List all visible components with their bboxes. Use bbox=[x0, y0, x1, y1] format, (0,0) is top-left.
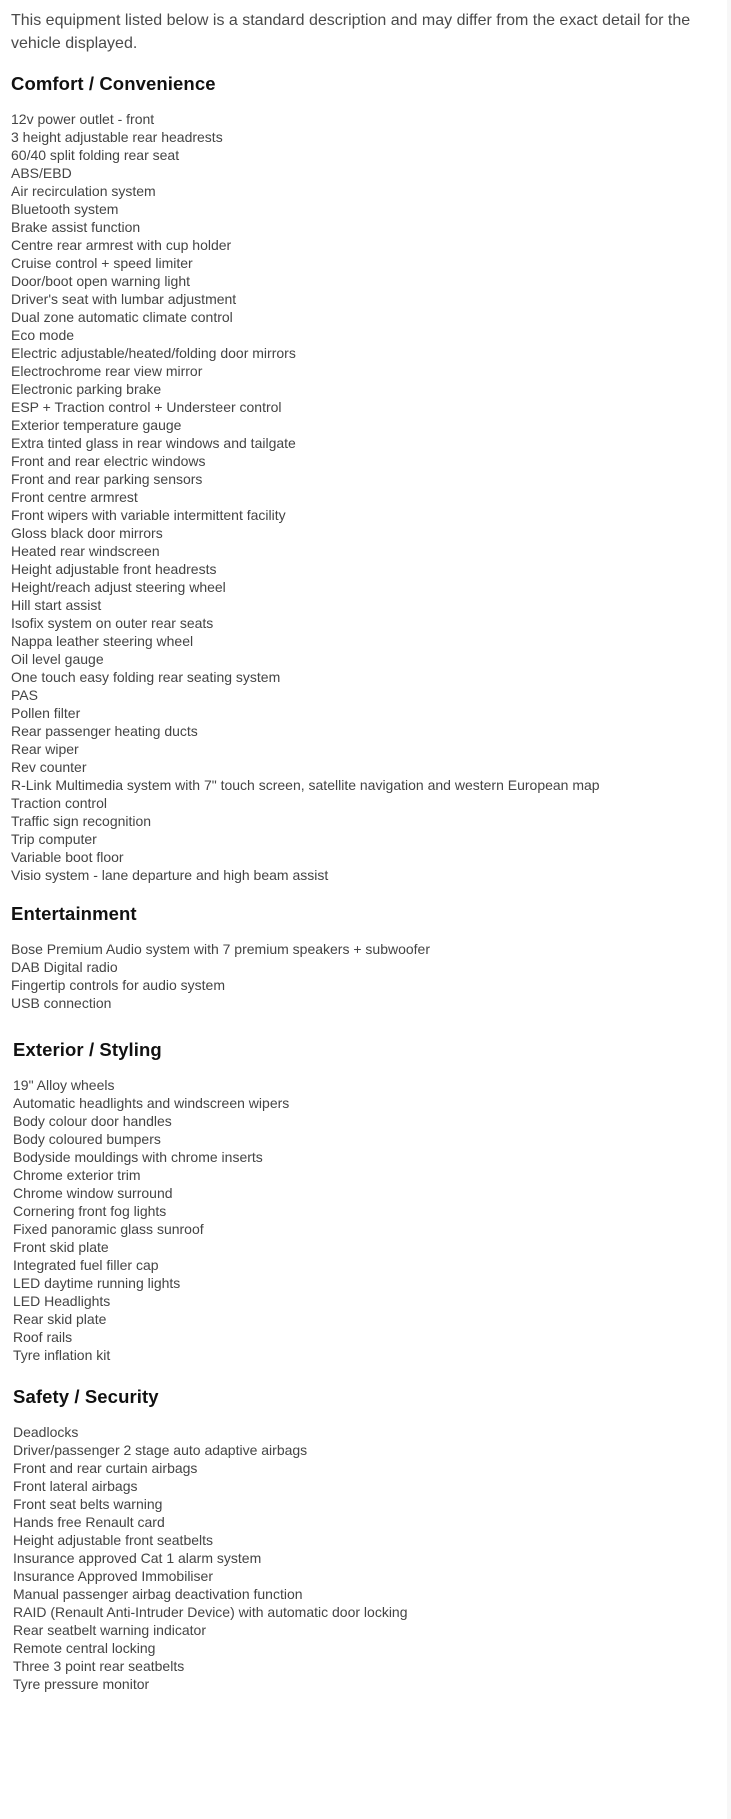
list-item: Pollen filter bbox=[11, 705, 81, 721]
section-comfort-convenience bbox=[11, 72, 711, 884]
section-heading: Safety / Security bbox=[13, 1386, 159, 1407]
list-item: Eco mode bbox=[11, 327, 75, 343]
list-item: Height adjustable front seatbelts bbox=[13, 1532, 214, 1548]
list-item: 60/40 split folding rear seat bbox=[11, 147, 180, 163]
list-item: Trip computer bbox=[11, 831, 97, 847]
section-heading: Exterior / Styling bbox=[13, 1039, 162, 1060]
list-item: Electric adjustable/heated/folding door mirrors bbox=[11, 345, 296, 361]
list-item: ABS/EBD bbox=[11, 165, 72, 181]
list-item: Bluetooth system bbox=[11, 201, 119, 217]
list-item: Front centre armrest bbox=[11, 489, 138, 505]
list-item: Air recirculation system bbox=[11, 183, 156, 199]
equipment-list bbox=[11, 110, 711, 884]
equipment-list bbox=[13, 1423, 713, 1693]
list-item: Electrochrome rear view mirror bbox=[11, 363, 203, 379]
list-item: Roof rails bbox=[13, 1329, 73, 1345]
list-item: Front lateral airbags bbox=[13, 1478, 138, 1494]
list-item: Exterior temperature gauge bbox=[11, 417, 182, 433]
list-item: USB connection bbox=[11, 995, 112, 1011]
list-item: Fingertip controls for audio system bbox=[11, 977, 225, 993]
list-item: Fixed panoramic glass sunroof bbox=[13, 1221, 204, 1237]
list-item: Hill start assist bbox=[11, 597, 102, 613]
list-item: Front seat belts warning bbox=[13, 1496, 163, 1512]
list-item: Electronic parking brake bbox=[11, 381, 162, 397]
section-entertainment bbox=[11, 902, 711, 1012]
list-item: Manual passenger airbag deactivation function bbox=[13, 1586, 303, 1602]
section-heading: Entertainment bbox=[11, 903, 137, 924]
list-item: Height/reach adjust steering wheel bbox=[11, 579, 226, 595]
list-item: Front and rear curtain airbags bbox=[13, 1460, 198, 1476]
disclaimer-text: This equipment listed below is a standard description and may differ from the exact detail for the vehicle displayed. bbox=[11, 12, 691, 52]
list-item: ESP + Traction control + Understeer control bbox=[11, 399, 282, 415]
list-item: Bodyside mouldings with chrome inserts bbox=[13, 1149, 263, 1165]
list-item: Rear passenger heating ducts bbox=[11, 723, 198, 739]
list-item: Bose Premium Audio system with 7 premium speakers + subwoofer bbox=[11, 941, 431, 957]
list-item: Tyre pressure monitor bbox=[13, 1676, 150, 1692]
list-item: Rear seatbelt warning indicator bbox=[13, 1622, 206, 1638]
list-item: Insurance Approved Immobiliser bbox=[13, 1568, 213, 1584]
list-item: Chrome exterior trim bbox=[13, 1167, 141, 1183]
equipment-list bbox=[13, 1076, 713, 1364]
list-item: DAB Digital radio bbox=[11, 959, 118, 975]
list-item: R-Link Multimedia system with 7" touch screen, satellite navigation and western European map bbox=[11, 777, 600, 793]
list-item: 3 height adjustable rear headrests bbox=[11, 129, 223, 145]
list-item: Hands free Renault card bbox=[13, 1514, 165, 1530]
list-item: Centre rear armrest with cup holder bbox=[11, 237, 232, 253]
list-item: Door/boot open warning light bbox=[11, 273, 191, 289]
list-item: Tyre inflation kit bbox=[13, 1347, 111, 1363]
list-item: Integrated fuel filler cap bbox=[13, 1257, 159, 1273]
list-item: Variable boot floor bbox=[11, 849, 124, 865]
list-item: Three 3 point rear seatbelts bbox=[13, 1658, 185, 1674]
list-item: LED daytime running lights bbox=[13, 1275, 181, 1291]
list-item: Front wipers with variable intermittent facility bbox=[11, 507, 286, 523]
list-item: Remote central locking bbox=[13, 1640, 156, 1656]
list-item: Front and rear parking sensors bbox=[11, 471, 203, 487]
section-heading: Comfort / Convenience bbox=[11, 73, 216, 94]
list-item: Insurance approved Cat 1 alarm system bbox=[13, 1550, 262, 1566]
list-item: Oil level gauge bbox=[11, 651, 104, 667]
list-item: Extra tinted glass in rear windows and tailgate bbox=[11, 435, 296, 451]
list-item: Body colour door handles bbox=[13, 1113, 172, 1129]
list-item: Visio system - lane departure and high beam assist bbox=[11, 867, 329, 883]
list-item: Automatic headlights and windscreen wipers bbox=[13, 1095, 290, 1111]
list-item: 19" Alloy wheels bbox=[13, 1077, 115, 1093]
list-item: Traction control bbox=[11, 795, 107, 811]
list-item: Nappa leather steering wheel bbox=[11, 633, 194, 649]
list-item: Cornering front fog lights bbox=[13, 1203, 167, 1219]
list-item: Body coloured bumpers bbox=[13, 1131, 161, 1147]
list-item: One touch easy folding rear seating system bbox=[11, 669, 281, 685]
list-item: Deadlocks bbox=[13, 1424, 79, 1440]
section-exterior-styling bbox=[13, 1038, 713, 1364]
scrollbar-track bbox=[727, 0, 731, 1819]
list-item: Chrome window surround bbox=[13, 1185, 173, 1201]
list-item: Rear wiper bbox=[11, 741, 79, 757]
list-item: Cruise control + speed limiter bbox=[11, 255, 193, 271]
list-item: Driver/passenger 2 stage auto adaptive airbags bbox=[13, 1442, 308, 1458]
list-item: Dual zone automatic climate control bbox=[11, 309, 233, 325]
list-item: 12v power outlet - front bbox=[11, 111, 155, 127]
list-item: Heated rear windscreen bbox=[11, 543, 160, 559]
list-item: Front and rear electric windows bbox=[11, 453, 206, 469]
list-item: LED Headlights bbox=[13, 1293, 111, 1309]
list-item: RAID (Renault Anti-Intruder Device) with automatic door locking bbox=[13, 1604, 408, 1620]
section-safety-security bbox=[13, 1385, 713, 1693]
equipment-list bbox=[11, 940, 711, 1012]
list-item: Gloss black door mirrors bbox=[11, 525, 163, 541]
list-item: Brake assist function bbox=[11, 219, 141, 235]
list-item: Rear skid plate bbox=[13, 1311, 107, 1327]
list-item: Rev counter bbox=[11, 759, 87, 775]
list-item: Traffic sign recognition bbox=[11, 813, 152, 829]
list-item: PAS bbox=[11, 687, 38, 703]
list-item: Height adjustable front headrests bbox=[11, 561, 217, 577]
list-item: Front skid plate bbox=[13, 1239, 109, 1255]
list-item: Isofix system on outer rear seats bbox=[11, 615, 214, 631]
list-item: Driver's seat with lumbar adjustment bbox=[11, 291, 237, 307]
